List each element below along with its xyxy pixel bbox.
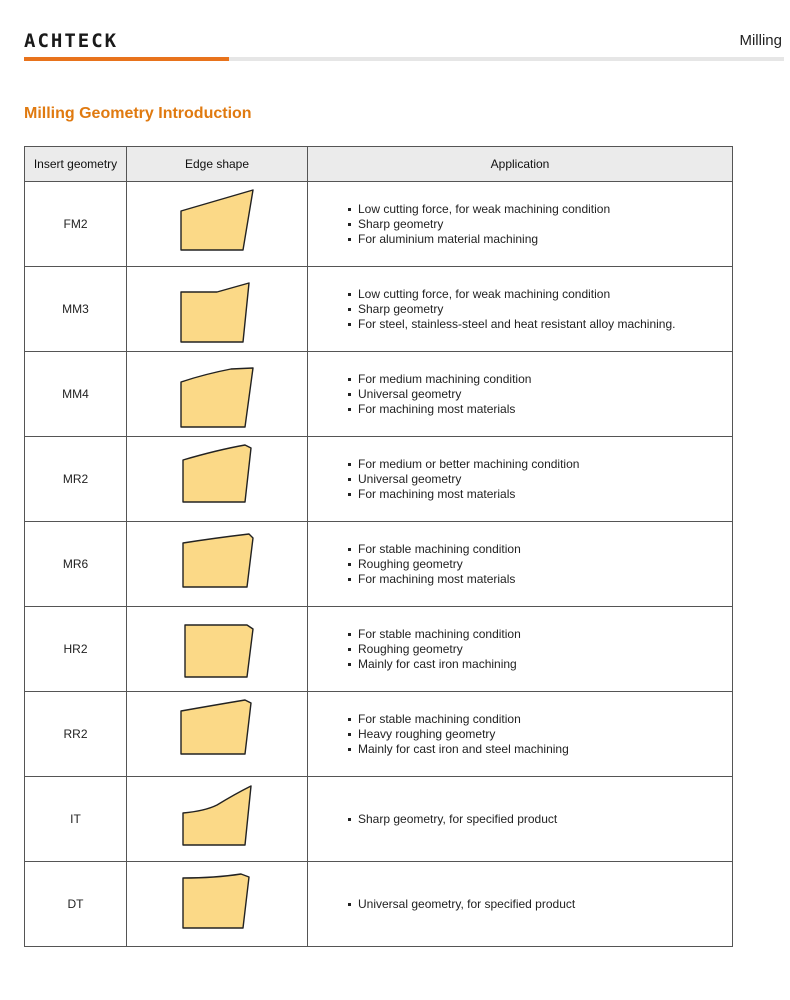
application-item: For machining most materials bbox=[358, 572, 732, 587]
application-list bbox=[308, 287, 732, 332]
application-cell bbox=[308, 522, 733, 607]
insert-edge-outline bbox=[183, 445, 251, 502]
application-cell bbox=[308, 437, 733, 522]
application-item: For machining most materials bbox=[358, 402, 732, 417]
edge-shape-icon bbox=[165, 526, 269, 602]
table-row bbox=[25, 692, 733, 777]
application-item: For machining most materials bbox=[358, 487, 732, 502]
application-item: For stable machining condition bbox=[358, 712, 732, 727]
edge-shape-cell bbox=[127, 352, 308, 437]
column-header-insert-geometry: Insert geometry bbox=[25, 147, 127, 182]
insert-geometry-code: DT bbox=[25, 862, 127, 947]
application-cell bbox=[308, 182, 733, 267]
page-title: Milling Geometry Introduction bbox=[24, 105, 252, 122]
edge-shape-icon bbox=[165, 781, 269, 857]
application-item: Sharp geometry bbox=[358, 302, 732, 317]
insert-edge-outline bbox=[183, 874, 249, 928]
edge-shape-cell bbox=[127, 777, 308, 862]
edge-shape-icon bbox=[165, 696, 269, 772]
table-row bbox=[25, 777, 733, 862]
application-item: Low cutting force, for weak machining condition bbox=[358, 287, 732, 302]
geometry-table bbox=[24, 146, 733, 947]
application-list bbox=[308, 712, 732, 757]
table-row bbox=[25, 522, 733, 607]
application-item: Mainly for cast iron and steel machining bbox=[358, 742, 732, 757]
edge-shape-cell bbox=[127, 437, 308, 522]
edge-shape-icon bbox=[165, 186, 269, 262]
insert-edge-outline bbox=[183, 786, 251, 845]
edge-shape-cell bbox=[127, 692, 308, 777]
insert-geometry-code: MR6 bbox=[25, 522, 127, 607]
application-list bbox=[308, 897, 732, 912]
application-cell bbox=[308, 267, 733, 352]
insert-edge-outline bbox=[181, 283, 249, 342]
column-header-edge-shape: Edge shape bbox=[127, 147, 308, 182]
application-item: Universal geometry bbox=[358, 387, 732, 402]
table-row bbox=[25, 607, 733, 692]
application-list bbox=[308, 457, 732, 502]
application-cell bbox=[308, 777, 733, 862]
application-item: For stable machining condition bbox=[358, 542, 732, 557]
brand-logo: ACHTECK bbox=[24, 30, 119, 52]
application-item: Universal geometry bbox=[358, 472, 732, 487]
application-item: Universal geometry, for specified product bbox=[358, 897, 732, 912]
column-header-application: Application bbox=[308, 147, 733, 182]
insert-geometry-code: MM3 bbox=[25, 267, 127, 352]
application-list bbox=[308, 627, 732, 672]
edge-shape-icon bbox=[165, 866, 269, 942]
insert-edge-outline bbox=[181, 190, 253, 250]
application-item: Low cutting force, for weak machining condition bbox=[358, 202, 732, 217]
insert-edge-outline bbox=[181, 368, 253, 427]
application-item: For medium machining condition bbox=[358, 372, 732, 387]
edge-shape-icon bbox=[165, 356, 269, 432]
insert-edge-outline bbox=[185, 625, 253, 677]
header-accent-bar bbox=[24, 57, 229, 61]
application-list bbox=[308, 542, 732, 587]
header-divider bbox=[24, 57, 784, 61]
application-list bbox=[308, 372, 732, 417]
application-item: Sharp geometry, for specified product bbox=[358, 812, 732, 827]
edge-shape-cell bbox=[127, 522, 308, 607]
section-label: Milling bbox=[739, 32, 782, 49]
insert-geometry-code: MR2 bbox=[25, 437, 127, 522]
application-cell bbox=[308, 692, 733, 777]
application-item: Mainly for cast iron machining bbox=[358, 657, 732, 672]
insert-edge-outline bbox=[181, 700, 251, 754]
table-row bbox=[25, 437, 733, 522]
application-item: For medium or better machining condition bbox=[358, 457, 732, 472]
application-cell bbox=[308, 352, 733, 437]
table-row bbox=[25, 352, 733, 437]
application-item: For aluminium material machining bbox=[358, 232, 732, 247]
table-row bbox=[25, 182, 733, 267]
insert-geometry-code: MM4 bbox=[25, 352, 127, 437]
application-item: For steel, stainless-steel and heat resistant alloy machining. bbox=[358, 317, 732, 332]
edge-shape-icon bbox=[165, 441, 269, 517]
insert-geometry-code: RR2 bbox=[25, 692, 127, 777]
application-cell bbox=[308, 607, 733, 692]
table-row bbox=[25, 862, 733, 947]
application-list bbox=[308, 202, 732, 247]
application-cell bbox=[308, 862, 733, 947]
table-body bbox=[25, 182, 733, 947]
insert-geometry-code: IT bbox=[25, 777, 127, 862]
insert-edge-outline bbox=[183, 534, 253, 587]
table-header-row bbox=[25, 147, 733, 182]
edge-shape-icon bbox=[165, 271, 269, 347]
application-item: Heavy roughing geometry bbox=[358, 727, 732, 742]
application-item: Roughing geometry bbox=[358, 557, 732, 572]
application-item: Sharp geometry bbox=[358, 217, 732, 232]
edge-shape-cell bbox=[127, 607, 308, 692]
edge-shape-cell bbox=[127, 267, 308, 352]
edge-shape-cell bbox=[127, 182, 308, 267]
edge-shape-cell bbox=[127, 862, 308, 947]
application-item: Roughing geometry bbox=[358, 642, 732, 657]
insert-geometry-code: FM2 bbox=[25, 182, 127, 267]
application-item: For stable machining condition bbox=[358, 627, 732, 642]
insert-geometry-code: HR2 bbox=[25, 607, 127, 692]
edge-shape-icon bbox=[165, 611, 269, 687]
table-row bbox=[25, 267, 733, 352]
application-list bbox=[308, 812, 732, 827]
